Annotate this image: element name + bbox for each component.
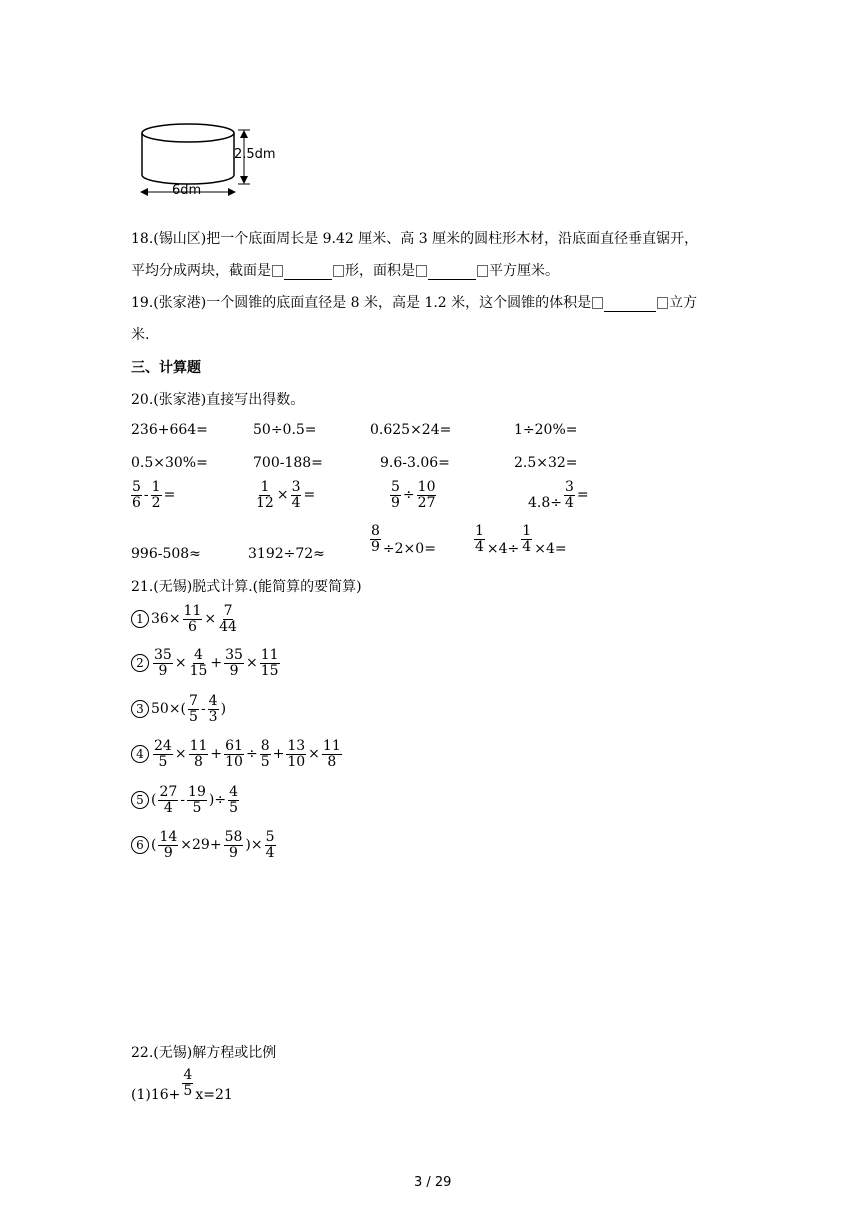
cylinder-width-label: 6dm (172, 183, 202, 198)
q19-text-b: 立方 (669, 295, 698, 311)
q20-title: 20.(张家港)直接写出得数。 (131, 392, 305, 408)
q20-r2c2: 700-188= (253, 455, 323, 471)
fraction: $\frac{3}{4}$ (291, 479, 301, 511)
q18-line1: 18.(锡山区)把一个底面周长是 9.42 厘米、高 3 厘米的圆柱形木材，沿底面直径垂直锯开， (131, 231, 699, 247)
fraction: $\frac{5}{6}$ (132, 479, 141, 511)
blank-box (477, 265, 488, 277)
fraction: $\frac{11}{6}$ (183, 603, 202, 635)
q18-text-b: 形，面积是 (345, 263, 415, 279)
q21-title: 21.(无锡)脱式计算.(能简算的要简算) (131, 579, 362, 595)
q19-blank-volume[interactable] (604, 297, 656, 312)
fraction: $\frac{10}{27}$ (417, 479, 436, 511)
q19-line1 (131, 292, 697, 312)
q20-r2c3: 9.6-3.06= (380, 455, 450, 471)
q18-blank-area[interactable] (428, 265, 476, 280)
q18-line2 (131, 260, 559, 280)
blank-box (416, 265, 427, 277)
fraction: $\frac{7}{5}$ (189, 693, 198, 725)
fraction: $\frac{4}{5}$ (183, 1067, 193, 1099)
fraction: $\frac{27}{4}$ (159, 784, 178, 816)
fraction: $\frac{1}{4}$ (475, 523, 484, 555)
q20-r3c3: $\frac{5}{9}$ ÷ $\frac{10}{27}$ (391, 479, 436, 511)
cylinder-height-label: 2.5dm (234, 147, 276, 162)
fraction: $\frac{11}{8}$ (322, 738, 341, 770)
fraction: $\frac{4}{15}$ (189, 647, 208, 679)
section-heading: 三、计算题 (131, 360, 201, 376)
blank-box (272, 265, 283, 277)
q20-r1c4: 1÷20%= (514, 422, 578, 438)
q21-item-1: 1 36× $\frac{11}{6}$ × $\frac{7}{44}$ (131, 604, 240, 634)
q18-text-a: 平均分成两块，截面是 (131, 263, 271, 279)
q21-item-6: 6 ( $\frac{14}{9}$ ×29+ $\frac{58}{9}$ )× $\frac{5}{4}$ (131, 830, 278, 860)
q21-item-2: 2 $\frac{35}{9}$ × $\frac{4}{15}$ + $\frac{35}{9}$ × $\frac{11}{15}$ (131, 648, 282, 678)
fraction: $\frac{4}{5}$ (229, 784, 238, 816)
q20-r4c4: $\frac{1}{4}$ ×4÷ $\frac{1}{4}$ ×4= (475, 523, 567, 558)
fraction: $\frac{35}{9}$ (154, 647, 172, 679)
q18-text-c: 平方厘米。 (489, 263, 559, 279)
q20-r4c1: 996-508≈ (131, 546, 201, 562)
q20-r3c4: 4.8÷ $\frac{3}{4}$ = (528, 479, 589, 512)
fraction: $\frac{14}{9}$ (159, 829, 178, 861)
q20-r1c2: 50÷0.5= (253, 422, 317, 438)
fraction: $\frac{13}{10}$ (287, 738, 306, 770)
q22-eq1: (1)16+ $\frac{4}{5}$ x=21 (131, 1067, 233, 1104)
q21-item-5: 5 ( $\frac{27}{4}$ - $\frac{19}{5}$ )÷ $\frac{4}{5}$ (131, 785, 241, 815)
fraction: $\frac{19}{5}$ (188, 784, 206, 816)
q20-r4c3: $\frac{8}{9}$ ÷2×0= (371, 523, 436, 558)
fraction: $\frac{8}{5}$ (260, 738, 270, 770)
fraction: $\frac{61}{10}$ (225, 738, 243, 770)
fraction: $\frac{24}{5}$ (154, 738, 172, 770)
fraction: $\frac{35}{9}$ (225, 647, 243, 679)
q20-r1c3: 0.625×24= (370, 422, 452, 438)
fraction: $\frac{5}{4}$ (265, 829, 275, 861)
q21-item-4: 4 $\frac{24}{5}$ × $\frac{11}{8}$ + $\frac{61}{10}$ ÷ $\frac{8}{5}$ + $\frac{13}{10}$ × $\frac{11}{8}$ (131, 739, 344, 769)
q20-r1c1: 236+664= (131, 422, 208, 438)
fraction: $\frac{11}{15}$ (260, 647, 279, 679)
q20-r3c1: $\frac{5}{6}$ - $\frac{1}{2}$ = (132, 479, 176, 511)
q20-r3c2: $\frac{1}{12}$ × $\frac{3}{4}$ = (256, 479, 316, 511)
fraction: $\frac{1}{2}$ (151, 479, 161, 511)
fraction: $\frac{5}{9}$ (391, 479, 400, 511)
fraction: $\frac{11}{8}$ (189, 738, 208, 770)
fraction: $\frac{8}{9}$ (371, 523, 380, 555)
q20-r2c4: 2.5×32= (514, 455, 578, 471)
fraction: $\frac{4}{3}$ (208, 693, 218, 725)
fraction: $\frac{1}{12}$ (256, 479, 274, 511)
fraction: $\frac{7}{44}$ (219, 603, 237, 635)
blank-box (657, 297, 668, 309)
blank-box (333, 265, 344, 277)
q21-item-3: 3 50×( $\frac{7}{5}$ - $\frac{4}{3}$ ) (131, 694, 226, 724)
fraction: $\frac{1}{4}$ (522, 523, 532, 555)
q20-r4c2: 3192÷72≈ (248, 546, 325, 562)
blank-box (592, 297, 603, 309)
q19-line2: 米. (131, 327, 150, 343)
q20-r2c1: 0.5×30%= (131, 455, 208, 471)
page-number: 3 / 29 (414, 1175, 452, 1190)
q19-text-a: 19.(张家港)一个圆锥的底面直径是 8 米，高是 1.2 米，这个圆锥的体积是 (131, 295, 592, 311)
fraction: $\frac{3}{4}$ (565, 479, 574, 511)
q22-title: 22.(无锡)解方程或比例 (131, 1045, 277, 1061)
q18-blank-shape[interactable] (284, 265, 332, 280)
fraction: $\frac{58}{9}$ (224, 829, 243, 861)
